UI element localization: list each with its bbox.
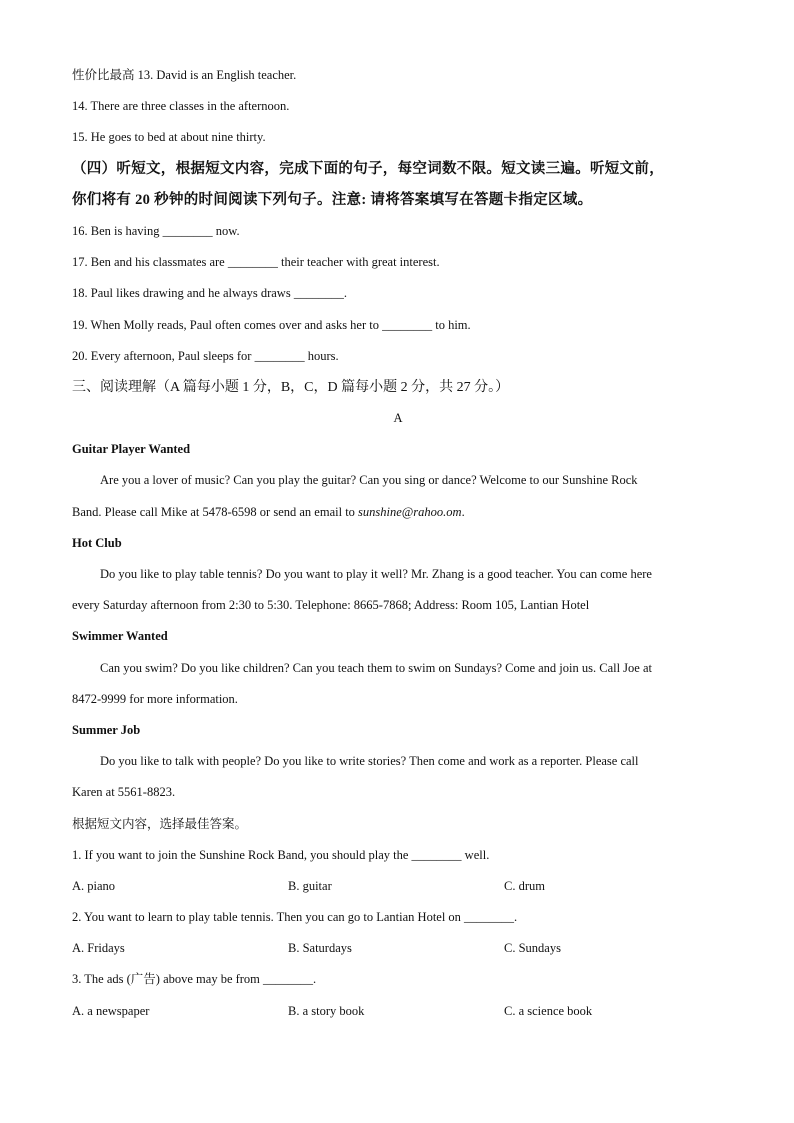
ad-1-line-2-text: Band. Please call Mike at 5478-6598 or send an email to (72, 504, 359, 519)
mcq-3-question: 3. The ads (广告) above may be from ________. (72, 972, 317, 987)
ad-3-title: Swimmer Wanted (72, 629, 168, 644)
mcq-2-options (72, 933, 724, 964)
mcq-3-option-a: A. a newspaper (72, 1003, 150, 1018)
reading-instruction: 根据短文内容，选择最佳答案。 (72, 816, 248, 831)
mcq-2-option-b: B. Saturdays (288, 941, 352, 956)
reading-section-title: 三、阅读理解（A 篇每小题 1 分，B，C，D 篇每小题 2 分，共 27 分。） (72, 379, 510, 395)
ad-1-line-2-end: . (461, 504, 465, 519)
section-4-heading-line-2: 你们将有 20 秒钟的时间阅读下列句子。注意: 请将答案填写在答题卡指定区域。 (72, 191, 593, 208)
section-4-heading-line-1: （四）听短文，根据短文内容，完成下面的句子，每空词数不限。短文读三遍。听短文前， (72, 160, 664, 177)
question-19: 19. When Molly reads, Paul often comes over and asks her to ________ to him. (72, 317, 471, 332)
question-17: 17. Ben and his classmates are ________ their teacher with great interest. (72, 255, 440, 270)
mcq-3-options (72, 996, 724, 1027)
mcq-2-question: 2. You want to learn to play table tennis. Then you can go to Lantian Hotel on ________. (72, 910, 518, 925)
mcq-3-option-b: B. a story book (288, 1003, 365, 1018)
listening-line-15: 15. He goes to bed at about nine thirty. (72, 130, 266, 145)
ad-4-title: Summer Job (72, 722, 141, 737)
mcq-1-option-c: C. drum (504, 878, 545, 893)
passage-label: A (393, 411, 403, 426)
listening-line-13: 性价比最高 13. David is an English teacher. (72, 68, 297, 82)
ad-1-line-2 (72, 497, 724, 528)
mcq-2-option-a: A. Fridays (72, 941, 125, 956)
ad-1-email: sunshine@rahoo.om (358, 504, 462, 519)
ad-4-line-2: Karen at 5561-8823. (72, 785, 176, 800)
ad-1-line-1: Are you a lover of music? Can you play the guitar? Can you sing or dance? Welcome to our Sunshine Rock (100, 473, 638, 488)
ad-4-line-1: Do you like to talk with people? Do you like to write stories? Then come and work as a reporter. Please call (100, 754, 639, 769)
mcq-1-options (72, 871, 724, 902)
question-18: 18. Paul likes drawing and he always draws ________. (72, 286, 347, 301)
ad-1-title: Guitar Player Wanted (72, 442, 191, 457)
ad-2-title: Hot Club (72, 535, 122, 550)
mcq-1-option-a: A. piano (72, 878, 116, 893)
mcq-1-question: 1. If you want to join the Sunshine Rock Band, you should play the ________ well. (72, 847, 490, 862)
exam-page (72, 60, 724, 1027)
listening-line-14: 14. There are three classes in the afternoon. (72, 99, 290, 114)
ad-2-line-2: every Saturday afternoon from 2:30 to 5:30. Telephone: 8665-7868; Address: Room 105, Lantian Hotel (72, 598, 590, 613)
question-16: 16. Ben is having ________ now. (72, 223, 240, 238)
ad-3-line-1: Can you swim? Do you like children? Can you teach them to swim on Sundays? Come and join us. Call Joe at (100, 660, 652, 675)
mcq-3-option-c: C. a science book (504, 1003, 593, 1018)
ad-3-line-2: 8472-9999 for more information. (72, 691, 238, 706)
question-20: 20. Every afternoon, Paul sleeps for ________ hours. (72, 348, 339, 363)
ad-2-line-1: Do you like to play table tennis? Do you want to play it well? Mr. Zhang is a good teacher. You can come here (100, 567, 652, 581)
mcq-1-option-b: B. guitar (288, 878, 332, 893)
mcq-2-option-c: C. Sundays (504, 941, 561, 956)
